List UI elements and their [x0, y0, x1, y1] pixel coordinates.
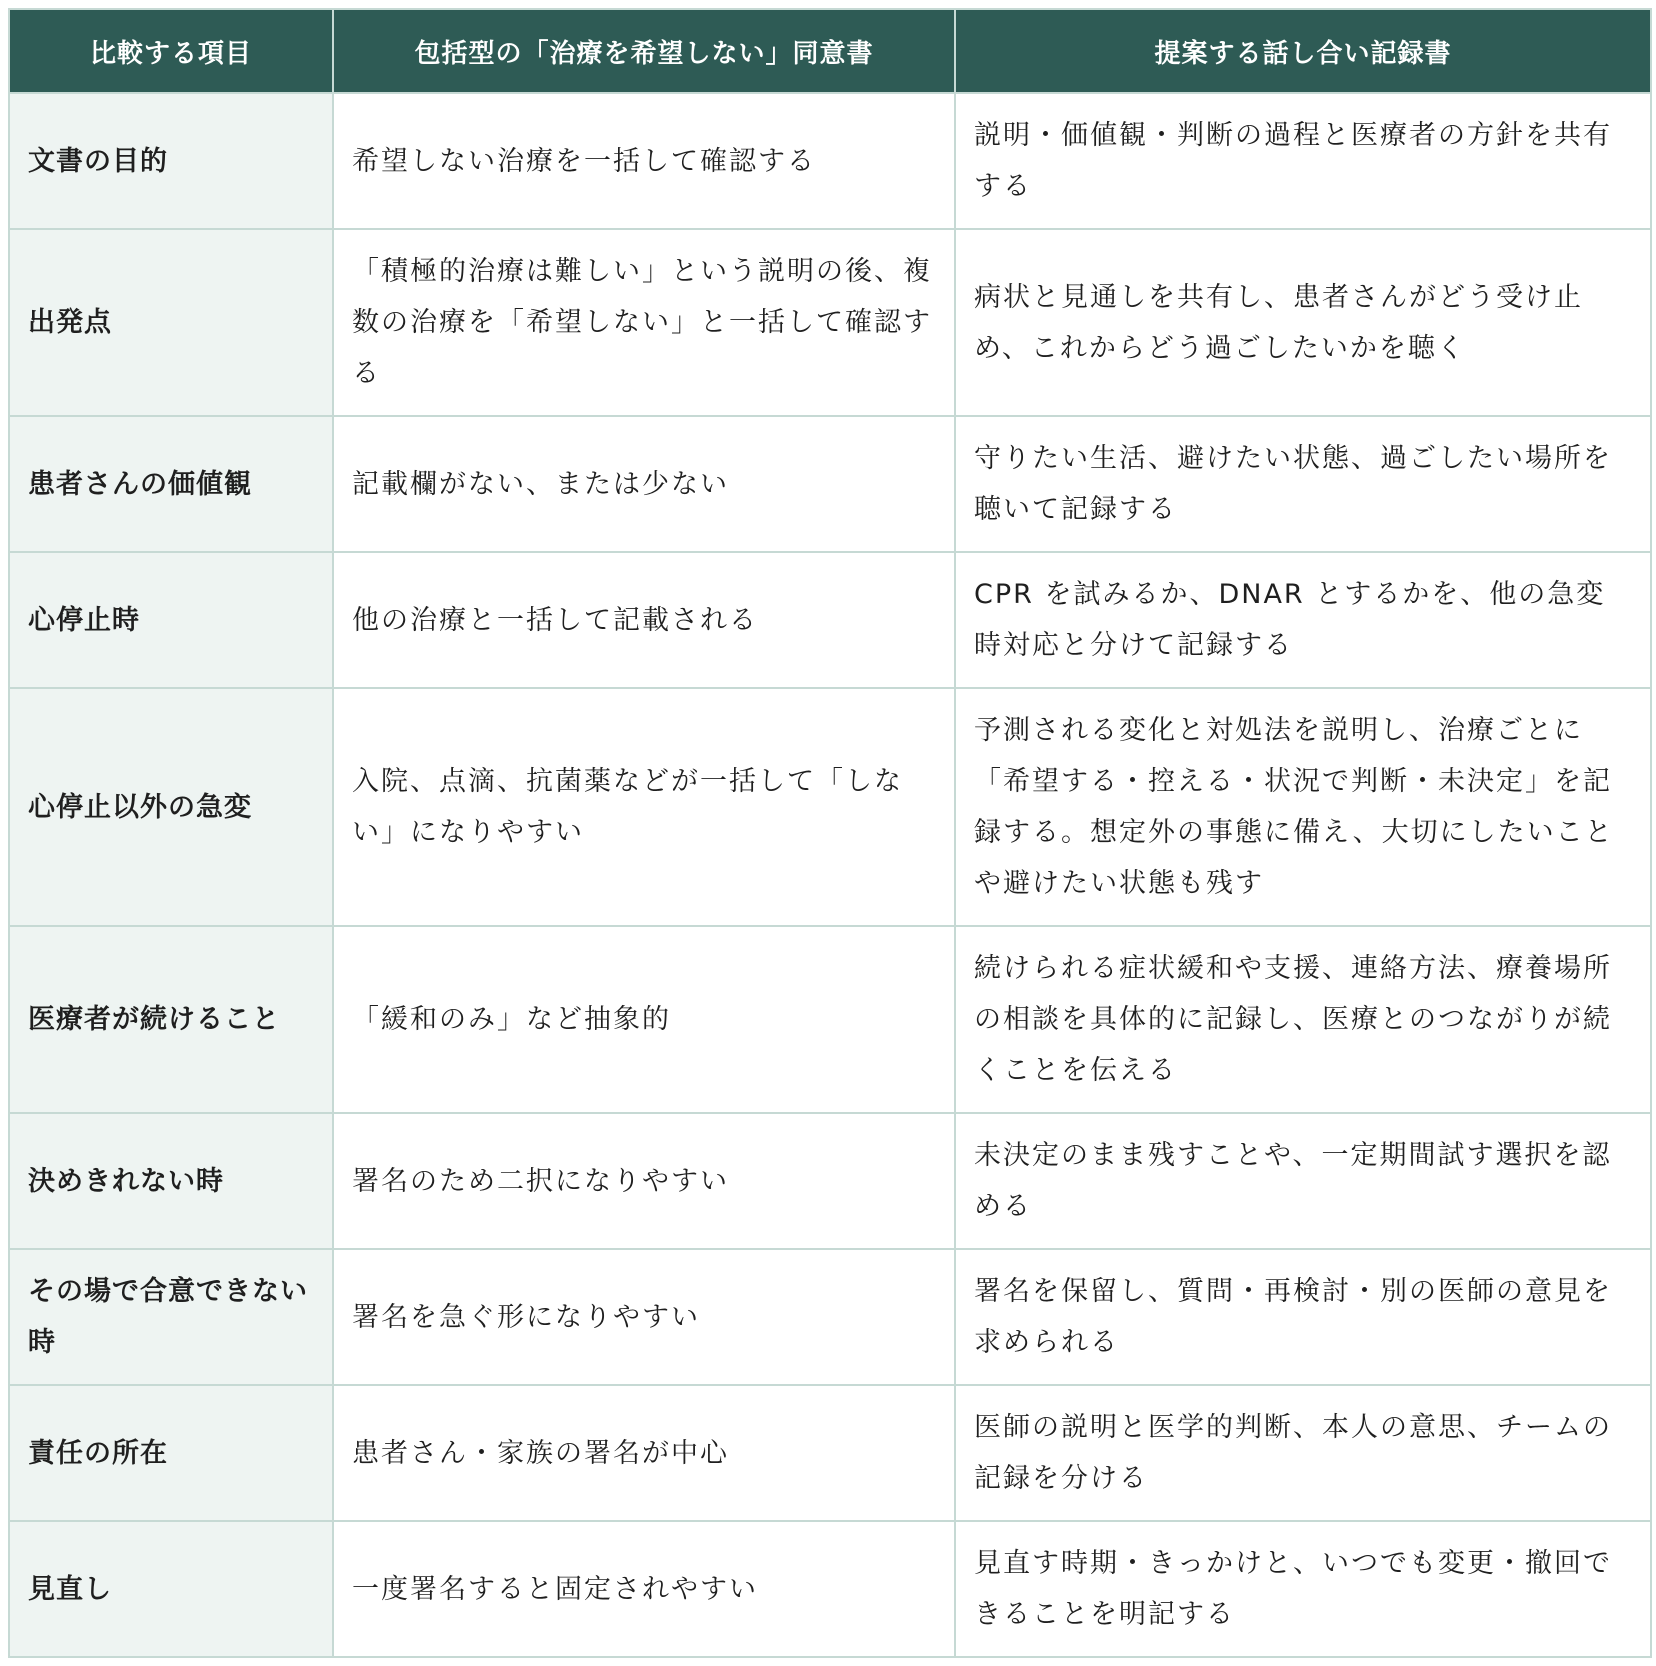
comparison-table [8, 8, 1652, 1658]
proposal-record-cell: 続けられる症状緩和や支援、連絡方法、療養場所の相談を具体的に記録し、医療とのつながりが続くことを伝える [955, 926, 1651, 1113]
proposal-record-cell: 病状と見通しを共有し、患者さんがどう受け止め、これからどう過ごしたいかを聴く [955, 229, 1651, 416]
row-item-label: 心停止以外の急変 [9, 688, 333, 926]
consent-form-cell: 希望しない治療を一括して確認する [333, 93, 955, 229]
row-item-label: 心停止時 [9, 552, 333, 688]
proposal-record-cell: CPR を試みるか、DNAR とするかを、他の急変時対応と分けて記録する [955, 552, 1651, 688]
comparison-table-container [8, 8, 1650, 1658]
table-row [9, 926, 1651, 1113]
proposal-record-cell: 未決定のまま残すことや、一定期間試す選択を認める [955, 1113, 1651, 1249]
row-item-label: 文書の目的 [9, 93, 333, 229]
table-row [9, 1249, 1651, 1385]
table-header [9, 9, 1651, 93]
header-consent-form: 包括型の「治療を希望しない」同意書 [333, 9, 955, 93]
table-row [9, 1521, 1651, 1657]
proposal-record-cell: 署名を保留し、質問・再検討・別の医師の意見を求められる [955, 1249, 1651, 1385]
row-item-label: 出発点 [9, 229, 333, 416]
row-item-label: その場で合意できない時 [9, 1249, 333, 1385]
table-row [9, 688, 1651, 926]
table-body [9, 93, 1651, 1657]
proposal-record-cell: 守りたい生活、避けたい状態、過ごしたい場所を聴いて記録する [955, 416, 1651, 552]
row-item-label: 見直し [9, 1521, 333, 1657]
proposal-record-cell: 予測される変化と対処法を説明し、治療ごとに「希望する・控える・状況で判断・未決定」を記録する。想定外の事態に備え、大切にしたいことや避けたい状態も残す [955, 688, 1651, 926]
proposal-record-cell: 医師の説明と医学的判断、本人の意思、チームの記録を分ける [955, 1385, 1651, 1521]
header-item: 比較する項目 [9, 9, 333, 93]
table-row [9, 1113, 1651, 1249]
row-item-label: 責任の所在 [9, 1385, 333, 1521]
consent-form-cell: 署名のため二択になりやすい [333, 1113, 955, 1249]
row-item-label: 患者さんの価値観 [9, 416, 333, 552]
row-item-label: 医療者が続けること [9, 926, 333, 1113]
consent-form-cell: 入院、点滴、抗菌薬などが一括して「しない」になりやすい [333, 688, 955, 926]
table-row [9, 93, 1651, 229]
consent-form-cell: 「緩和のみ」など抽象的 [333, 926, 955, 1113]
header-proposal-record: 提案する話し合い記録書 [955, 9, 1651, 93]
header-row [9, 9, 1651, 93]
table-row [9, 416, 1651, 552]
consent-form-cell: 「積極的治療は難しい」という説明の後、複数の治療を「希望しない」と一括して確認する [333, 229, 955, 416]
table-row [9, 552, 1651, 688]
proposal-record-cell: 説明・価値観・判断の過程と医療者の方針を共有する [955, 93, 1651, 229]
consent-form-cell: 他の治療と一括して記載される [333, 552, 955, 688]
consent-form-cell: 患者さん・家族の署名が中心 [333, 1385, 955, 1521]
consent-form-cell: 署名を急ぐ形になりやすい [333, 1249, 955, 1385]
row-item-label: 決めきれない時 [9, 1113, 333, 1249]
consent-form-cell: 記載欄がない、または少ない [333, 416, 955, 552]
proposal-record-cell: 見直す時期・きっかけと、いつでも変更・撤回できることを明記する [955, 1521, 1651, 1657]
consent-form-cell: 一度署名すると固定されやすい [333, 1521, 955, 1657]
table-row [9, 229, 1651, 416]
table-row [9, 1385, 1651, 1521]
